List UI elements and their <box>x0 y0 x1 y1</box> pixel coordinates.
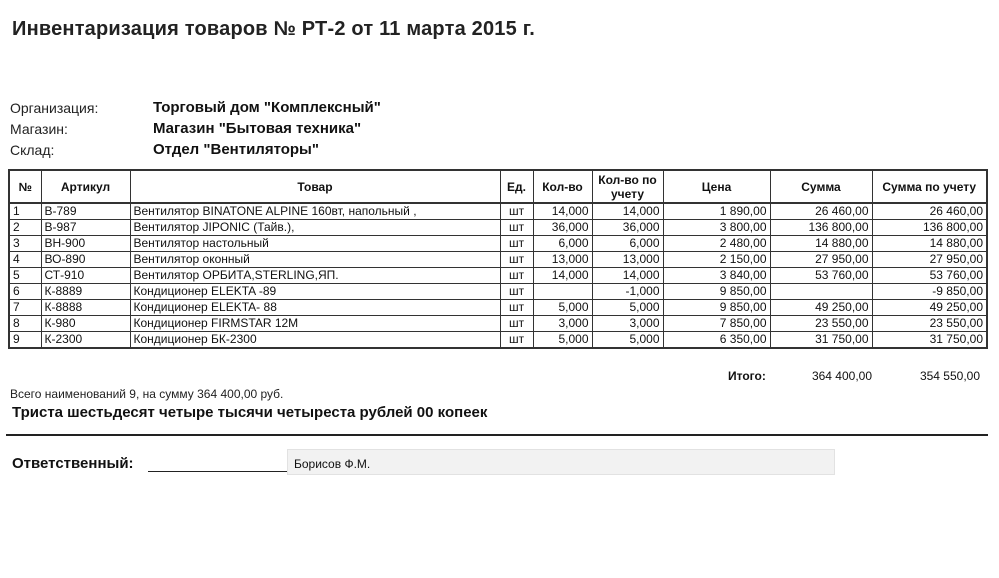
row-qty: 5,000 <box>533 332 592 349</box>
row-product: Кондиционер ELEKTA- 88 <box>130 300 500 316</box>
row-qty-accounted: 14,000 <box>592 268 663 284</box>
row-qty-accounted: 13,000 <box>592 252 663 268</box>
row-price: 2 480,00 <box>663 236 770 252</box>
row-price: 1 890,00 <box>663 203 770 220</box>
row-sum-accounted: 31 750,00 <box>872 332 987 349</box>
table-row <box>9 300 987 316</box>
responsible-name: Борисов Ф.М. <box>287 449 835 475</box>
header-article: Артикул <box>41 170 130 203</box>
header-price: Цена <box>663 170 770 203</box>
organization-label: Организация: <box>10 99 99 116</box>
row-sum: 53 760,00 <box>770 268 872 284</box>
responsible-label: Ответственный: <box>12 455 134 472</box>
table-row <box>9 236 987 252</box>
row-qty-accounted: -1,000 <box>592 284 663 300</box>
row-qty <box>533 284 592 300</box>
row-sum: 49 250,00 <box>770 300 872 316</box>
row-qty-accounted: 3,000 <box>592 316 663 332</box>
row-price: 9 850,00 <box>663 284 770 300</box>
warehouse-value: Отдел "Вентиляторы" <box>153 141 319 158</box>
row-sum: 14 880,00 <box>770 236 872 252</box>
row-price: 3 800,00 <box>663 220 770 236</box>
row-qty: 3,000 <box>533 316 592 332</box>
amount-in-words: Триста шестьдесят четыре тысячи четыреста рублей 00 копеек <box>12 404 488 421</box>
row-num: 3 <box>9 236 41 252</box>
header-product: Товар <box>130 170 500 203</box>
store-label: Магазин: <box>10 120 68 137</box>
row-product: Вентилятор BINATONE ALPINE 160вт, напольный , <box>130 203 500 220</box>
row-num: 4 <box>9 252 41 268</box>
row-price: 6 350,00 <box>663 332 770 349</box>
row-qty-accounted: 6,000 <box>592 236 663 252</box>
row-qty: 6,000 <box>533 236 592 252</box>
row-article: К-8889 <box>41 284 130 300</box>
row-sum-accounted: -9 850,00 <box>872 284 987 300</box>
table-row <box>9 268 987 284</box>
row-sum-accounted: 53 760,00 <box>872 268 987 284</box>
row-product: Кондиционер FIRMSTAR 12M <box>130 316 500 332</box>
row-sum-accounted: 136 800,00 <box>872 220 987 236</box>
row-unit: шт <box>500 300 533 316</box>
inventory-table <box>8 169 988 349</box>
row-article: В-987 <box>41 220 130 236</box>
table-row <box>9 316 987 332</box>
table-row <box>9 332 987 349</box>
row-sum: 27 950,00 <box>770 252 872 268</box>
row-sum-accounted: 23 550,00 <box>872 316 987 332</box>
warehouse-row <box>10 139 381 160</box>
header-sum-accounted: Сумма по учету <box>872 170 987 203</box>
table-row <box>9 203 987 220</box>
store-value: Магазин "Бытовая техника" <box>153 120 362 137</box>
row-sum <box>770 284 872 300</box>
row-num: 9 <box>9 332 41 349</box>
row-sum-accounted: 27 950,00 <box>872 252 987 268</box>
row-sum: 136 800,00 <box>770 220 872 236</box>
row-product: Вентилятор ОРБИТА,STERLING,ЯП. <box>130 268 500 284</box>
totals-label: Итого: <box>728 369 766 383</box>
row-unit: шт <box>500 316 533 332</box>
organization-row <box>10 97 381 118</box>
row-article: СТ-910 <box>41 268 130 284</box>
table-header-row <box>9 170 987 203</box>
row-sum: 26 460,00 <box>770 203 872 220</box>
row-product: Кондиционер ELEKTA -89 <box>130 284 500 300</box>
header-qty-accounted: Кол-во по учету <box>592 170 663 203</box>
row-product: Кондиционер БК-2300 <box>130 332 500 349</box>
row-num: 5 <box>9 268 41 284</box>
row-num: 8 <box>9 316 41 332</box>
row-qty-accounted: 14,000 <box>592 203 663 220</box>
row-sum-accounted: 26 460,00 <box>872 203 987 220</box>
row-sum-accounted: 49 250,00 <box>872 300 987 316</box>
row-article: К-980 <box>41 316 130 332</box>
row-num: 2 <box>9 220 41 236</box>
row-price: 7 850,00 <box>663 316 770 332</box>
table-row <box>9 220 987 236</box>
table-row <box>9 284 987 300</box>
row-qty-accounted: 5,000 <box>592 332 663 349</box>
row-sum-accounted: 14 880,00 <box>872 236 987 252</box>
row-article: В-789 <box>41 203 130 220</box>
store-row <box>10 118 381 139</box>
row-article: ВН-900 <box>41 236 130 252</box>
row-unit: шт <box>500 203 533 220</box>
row-sum: 23 550,00 <box>770 316 872 332</box>
row-num: 6 <box>9 284 41 300</box>
separator-line <box>6 434 988 436</box>
row-unit: шт <box>500 236 533 252</box>
row-product: Вентилятор оконный <box>130 252 500 268</box>
warehouse-label: Склад: <box>10 141 55 158</box>
row-qty-accounted: 5,000 <box>592 300 663 316</box>
totals-sum-accounted: 354 550,00 <box>919 369 980 383</box>
totals-sum: 364 400,00 <box>811 369 872 383</box>
header-unit: Ед. <box>500 170 533 203</box>
row-article: К-2300 <box>41 332 130 349</box>
row-article: К-8888 <box>41 300 130 316</box>
row-num: 1 <box>9 203 41 220</box>
row-qty: 5,000 <box>533 300 592 316</box>
table-row <box>9 252 987 268</box>
document-title: Инвентаризация товаров № РТ-2 от 11 марта 2015 г. <box>12 18 535 40</box>
row-qty: 13,000 <box>533 252 592 268</box>
row-qty: 14,000 <box>533 203 592 220</box>
row-unit: шт <box>500 332 533 349</box>
row-article: ВО-890 <box>41 252 130 268</box>
header-num: № <box>9 170 41 203</box>
row-unit: шт <box>500 268 533 284</box>
row-unit: шт <box>500 252 533 268</box>
summary-line: Всего наименований 9, на сумму 364 400,00 руб. <box>10 387 284 401</box>
row-product: Вентилятор настольный <box>130 236 500 252</box>
header-sum: Сумма <box>770 170 872 203</box>
header-qty: Кол-во <box>533 170 592 203</box>
signature-line <box>148 471 288 472</box>
row-price: 9 850,00 <box>663 300 770 316</box>
row-unit: шт <box>500 284 533 300</box>
organization-value: Торговый дом "Комплексный" <box>153 99 381 116</box>
row-price: 2 150,00 <box>663 252 770 268</box>
row-num: 7 <box>9 300 41 316</box>
row-qty: 36,000 <box>533 220 592 236</box>
row-qty: 14,000 <box>533 268 592 284</box>
row-price: 3 840,00 <box>663 268 770 284</box>
document-info <box>10 97 381 160</box>
row-product: Вентилятор JIPONIC (Тайв.), <box>130 220 500 236</box>
row-qty-accounted: 36,000 <box>592 220 663 236</box>
row-unit: шт <box>500 220 533 236</box>
row-sum: 31 750,00 <box>770 332 872 349</box>
